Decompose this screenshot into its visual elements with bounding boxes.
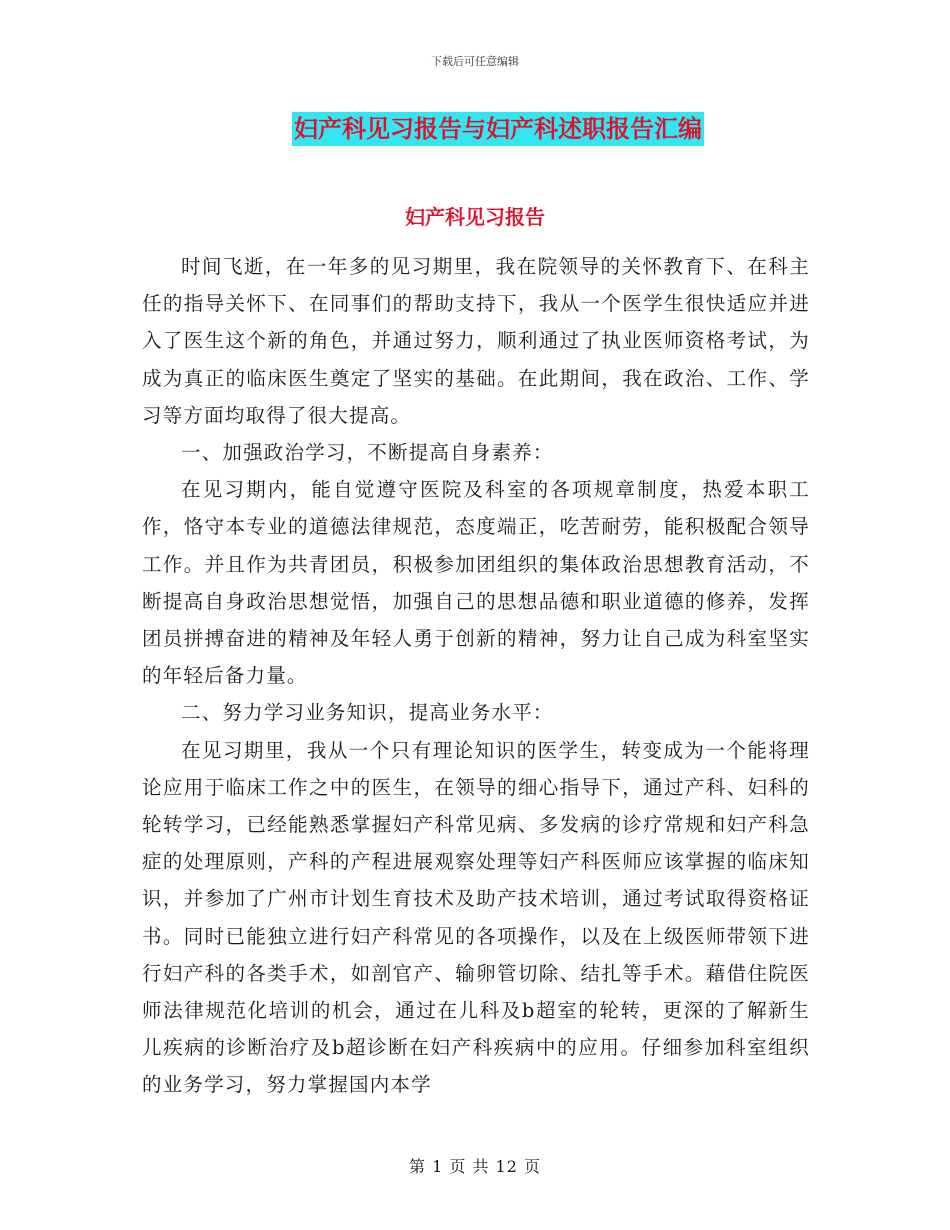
paragraph-politics: 在见习期内，能自觉遵守医院及科室的各项规章制度，热爱本职工作，恪守本专业的道德法律规范，态度端正，吃苦耐劳，能积极配合领导工作。并且作为共青团员，积极参加团组织的集体政治思想教育活动，不断提高自身政治思想觉悟，加强自己的思想品德和职业道德的修养，发挥团员拼搏奋进的精神及年轻人勇于创新的精神，努力让自己成为科室坚实的年轻后备力量。 <box>142 478 810 688</box>
report-body <box>142 248 810 1104</box>
header-note: 下载后可任意编辑 <box>431 55 519 68</box>
paragraph-intro: 时间飞逝，在一年多的见习期里，我在院领导的关怀教育下、在科主任的指导关怀下、在同事们的帮助支持下，我从一个医学生很快适应并进入了医生这个新的角色，并通过努力，顺利通过了执业医师资格考试，为成为真正的临床医生奠定了坚实的基础。在此期间，我在政治、工作、学习等方面均取得了很大提高。 <box>142 255 810 427</box>
paragraph-professional: 在见习期里，我从一个只有理论知识的医学生，转变成为一个能将理论应用于临床工作之中的医生，在领导的细心指导下，通过产科、妇科的轮转学习，已经能熟悉掌握妇产科常见病、多发病的诊疗常规和妇产科急症的处理原则，产科的产程进展观察处理等妇产科医师应该掌握的临床知识，并参加了广州市计划生育技术及助产技术培训，通过考试取得资格证书。同时已能独立进行妇产科常见的各项操作，以及在上级医师带领下进行妇产科的各类手术，如剖官产、输卵管切除、结扎等手术。藉借住院医师法律规范化培训的机会，通过在儿科及b超室的轮转，更深的了解新生儿疾病的诊断治疗及b超诊断在妇产科疾病中的应用。仔细参加科室组织的业务学习，努力掌握国内本学 <box>142 738 810 1097</box>
page-footer: 第 1 页 共 12 页 <box>409 1157 541 1176</box>
heading-politics: 一、加强政治学习，不断提高自身素养： <box>181 441 554 465</box>
document-title-wrap <box>0 112 950 146</box>
section-title: 妇产科见习报告 <box>405 205 545 229</box>
heading-professional: 二、努力学习业务知识，提高业务水平： <box>181 701 554 725</box>
document-title: 妇产科见习报告与妇产科述职报告汇编 <box>292 112 704 146</box>
